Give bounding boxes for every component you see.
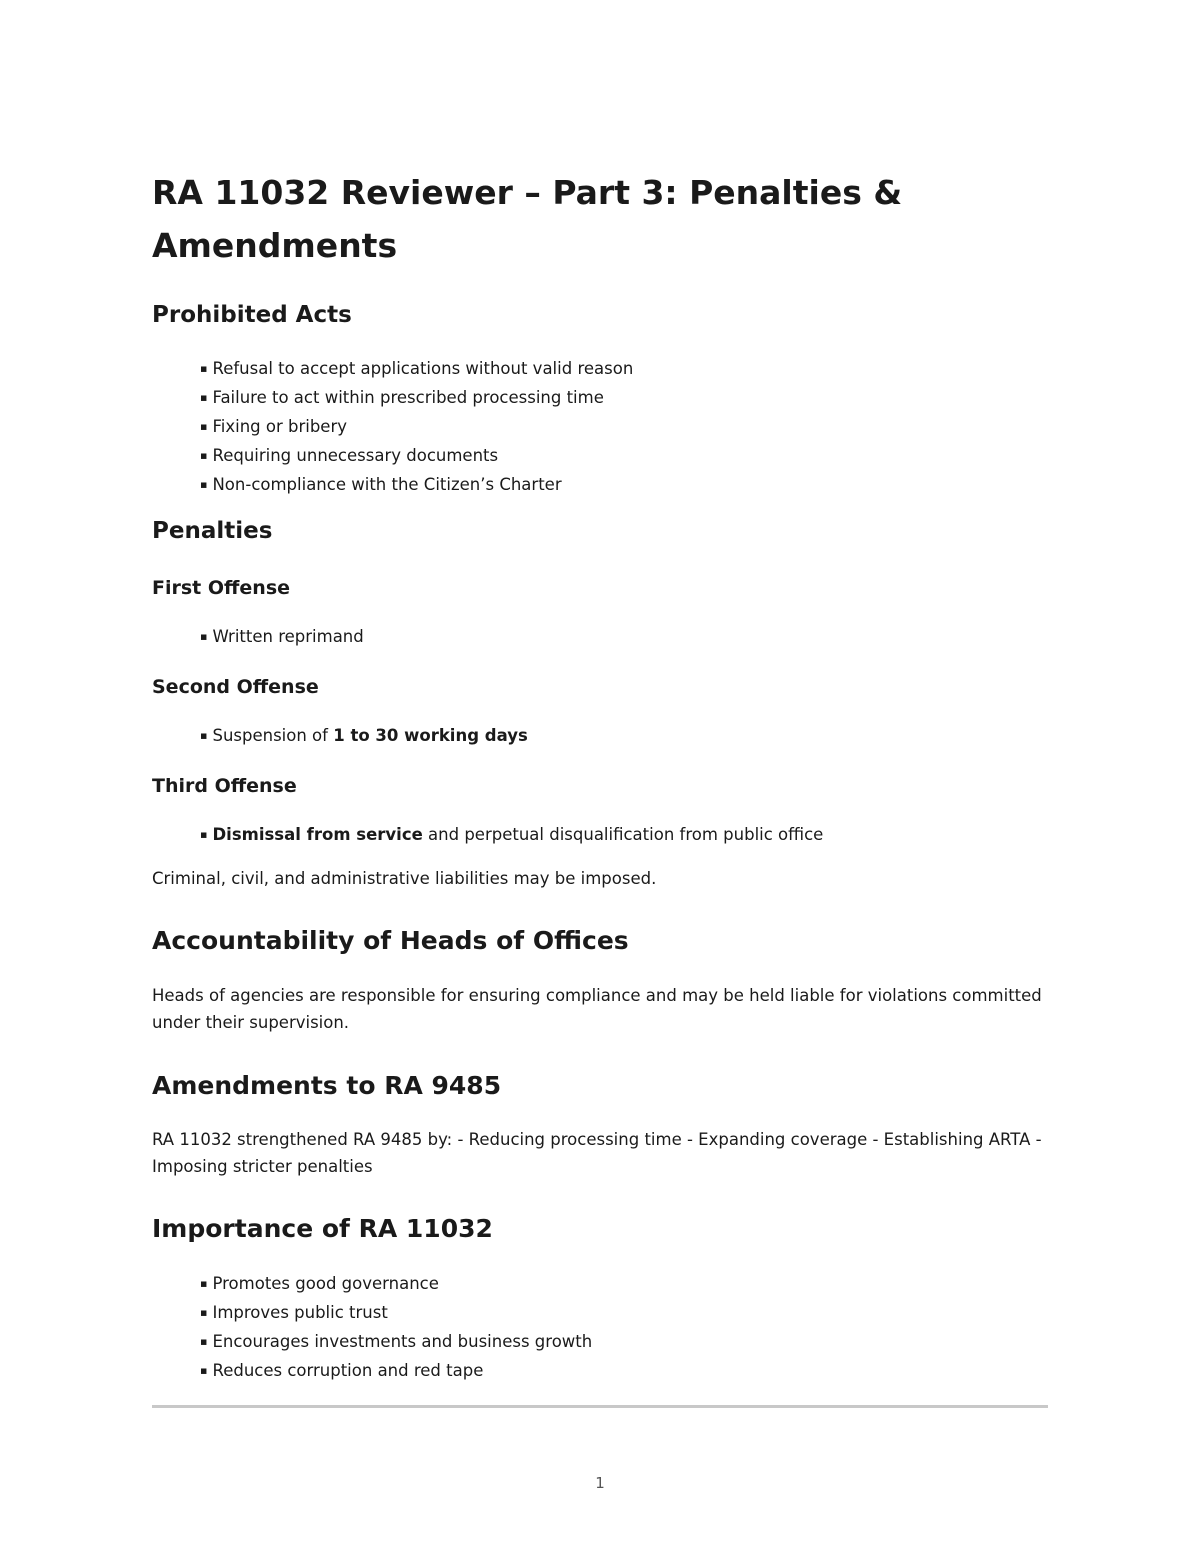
document-title: RA 11032 Reviewer – Part 3: Penalties & Amendments: [152, 173, 903, 265]
amendments-text: RA 11032 strengthened RA 9485 by: - Reducing processing time - Expanding coverage - Establishing ARTA - Imposing stricter penalties: [152, 1130, 1042, 1176]
second-offense-duration: 1 to 30 working days: [333, 726, 528, 745]
third-offense-suffix: and perpetual disqualification from public office: [422, 825, 824, 844]
list-item: ▪ Promotes good governance: [200, 1270, 592, 1299]
second-offense-prefix: Suspension of: [212, 726, 334, 745]
list-item: [200, 821, 823, 850]
heading-prohibited-acts: Prohibited Acts: [152, 302, 352, 328]
list-item: ▪ Non-compliance with the Citizen’s Charter: [200, 471, 633, 500]
second-offense-list: [200, 722, 528, 751]
list-item: ▪ Written reprimand: [200, 623, 364, 652]
heading-first-offense: First Offense: [152, 577, 291, 599]
heading-second-offense: Second Offense: [152, 676, 319, 698]
list-item: [200, 722, 528, 751]
heading-amendments: Amendments to RA 9485: [152, 1071, 502, 1100]
list-item: ▪ Fixing or bribery: [200, 413, 633, 442]
liabilities-note: Criminal, civil, and administrative liabilities may be imposed.: [152, 869, 657, 888]
footer-divider: [152, 1405, 1048, 1408]
accountability-text: Heads of agencies are responsible for ensuring compliance and may be held liable for violations committed under their supervision.: [152, 986, 1042, 1032]
list-item: ▪ Reduces corruption and red tape: [200, 1357, 592, 1386]
third-offense-penalty: Dismissal from service: [212, 825, 423, 844]
list-item: ▪ Refusal to accept applications without valid reason: [200, 355, 633, 384]
importance-list: [200, 1270, 592, 1386]
heading-third-offense: Third Offense: [152, 775, 297, 797]
third-offense-list: [200, 821, 823, 850]
heading-importance: Importance of RA 11032: [152, 1214, 493, 1243]
heading-penalties: Penalties: [152, 518, 273, 544]
first-offense-list: [200, 623, 364, 652]
page-number: 1: [595, 1474, 605, 1492]
list-item: ▪ Failure to act within prescribed processing time: [200, 384, 633, 413]
list-item: ▪ Improves public trust: [200, 1299, 592, 1328]
prohibited-acts-list: [200, 355, 633, 500]
list-item: ▪ Requiring unnecessary documents: [200, 442, 633, 471]
heading-accountability: Accountability of Heads of Offices: [152, 926, 629, 955]
list-item: ▪ Encourages investments and business growth: [200, 1328, 592, 1357]
